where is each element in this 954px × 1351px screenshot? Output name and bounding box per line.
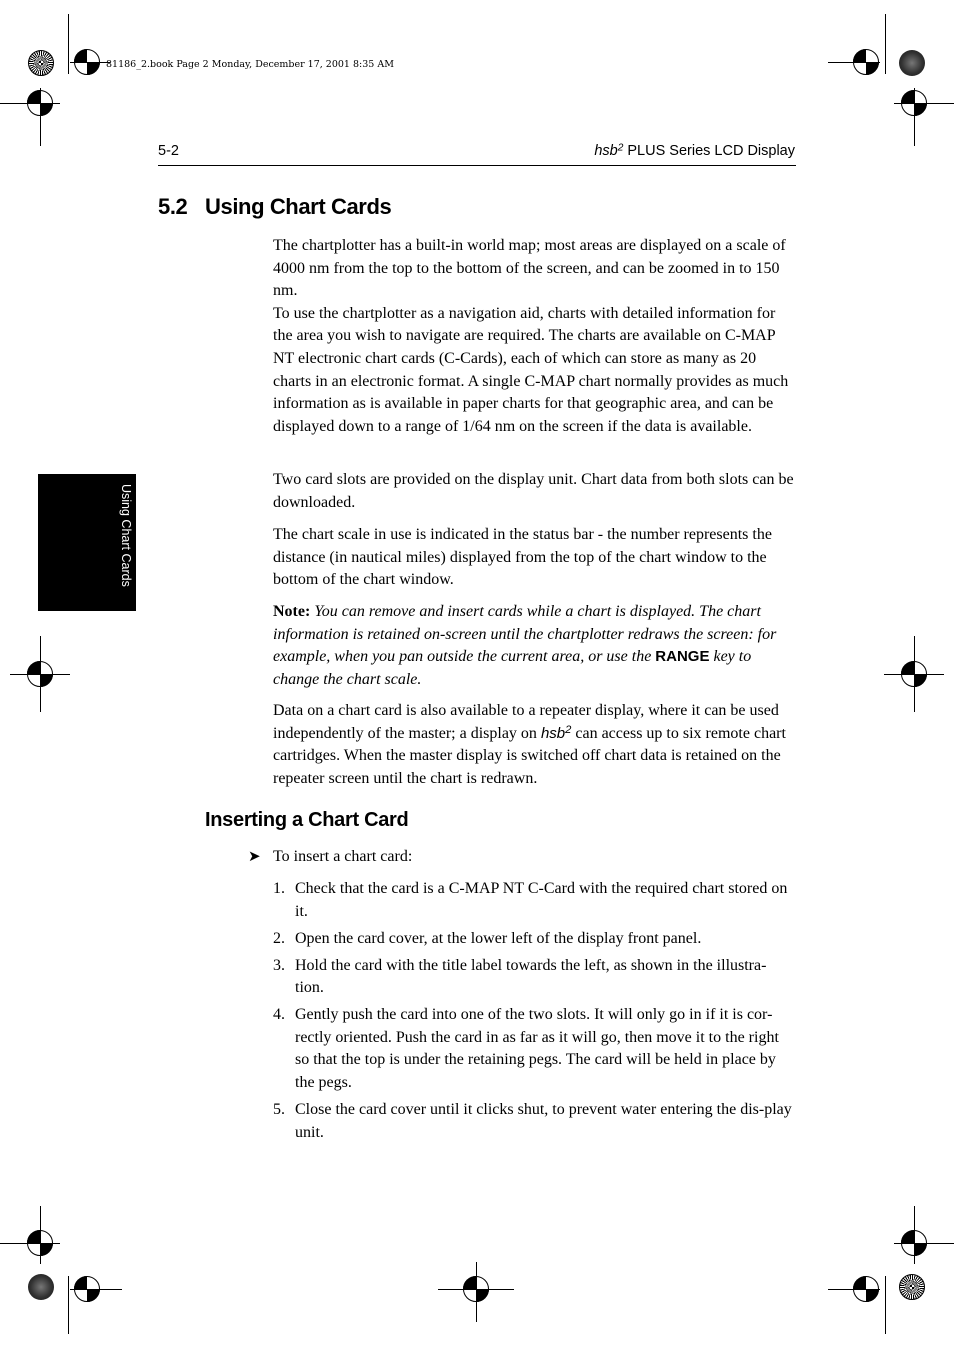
registration-target-icon [853, 49, 879, 75]
product-prefix: hsb [594, 143, 618, 159]
note-paragraph: Note: You can remove and insert cards while a chart is displayed. The chart information is retained on-screen until the chartplotter redraws the screen: for example, when you pan outside the current area, or use the RANGE key to change the chart scale. [273, 603, 777, 688]
registration-target-icon [27, 661, 53, 687]
section-heading [158, 194, 391, 220]
crop-line [885, 14, 886, 74]
registration-target-icon [901, 90, 927, 116]
product-inline: hsb [540, 724, 566, 742]
product-suffix: PLUS Series LCD Display [623, 143, 795, 159]
book-info-slug: 81186_2.book Page 2 Monday, December 17, 2001 8:35 AM [106, 59, 394, 70]
paragraph-6: Data on a chart card is also available to a repeater display, where it can be used independently of the master; a display on hsb$^2$ can access up to six remote chart cartridges. When the master display is switched off chart data is retained on the repeater screen until the chart is redrawn. [273, 702, 786, 787]
product-superscript: 2 [617, 142, 624, 154]
registration-target-icon [463, 1276, 489, 1302]
list-item: 3. Hold the card with the title label towards the left, as shown in the illustra-tion. [273, 956, 767, 997]
registration-target-icon [27, 90, 53, 116]
registration-target-icon [901, 661, 927, 687]
paragraph-4: The chart scale in use is indicated in the status bar - the number represents the distance (in nautical miles) displayed from the top of the chart window to the bottom of the chart window. [273, 526, 772, 589]
paragraph-3: Two card slots are provided on the display unit. Chart data from both slots can be downloaded. [273, 471, 794, 511]
page-number: 5-2 [158, 143, 179, 159]
registration-target-icon [901, 1230, 927, 1256]
paragraph-2: To use the chartplotter as a navigation aid, charts with detailed information for the area you wish to navigate are required. The charts are available on C-MAP NT electronic chart cards (C-Cards), each of which can store as many as 20 charts in an electronic format. A single C-MAP chart normally provides as much information as is available in paper charts for that geographic area, and can be displayed down to a range of 1/64 nm on the screen if the data is available. [273, 304, 789, 435]
crop-line [68, 14, 69, 74]
list-item: 1. Check that the card is a C-MAP NT C-Card with the required chart stored on it. [273, 880, 788, 920]
color-dial-icon [28, 1274, 54, 1300]
registration-target-icon [74, 1276, 100, 1302]
section-number: 5.2 [158, 194, 188, 219]
section-title: Using Chart Cards [205, 194, 392, 219]
registration-target-icon [74, 49, 100, 75]
procedure-steps [273, 878, 795, 1148]
registration-target-icon [27, 1230, 53, 1256]
running-header-title [594, 143, 795, 159]
header-rule [158, 165, 796, 166]
crop-line [885, 1276, 886, 1334]
registration-target-icon [853, 1276, 879, 1302]
list-item: 4. Gently push the card into one of the two slots. It will only go in if it is cor-rectly oriented. Push the card in as far as it will go, then move it to the right so that the top is under the retaining pegs. The card will be held in place by the pegs. [273, 1006, 779, 1091]
arrow-bullet-icon: ➤ [248, 849, 261, 865]
subsection-heading: Inserting a Chart Card [205, 809, 409, 831]
paragraph-1: The chartplotter has a built-in world map; most areas are displayed on a scale of 4000 nm from the top to the bottom of the screen, and can be zoomed in to 150 nm. To use the chartplotter as a navigation aid, charts with detailed information for the area you wish to navigate are required. The charts are available on C-MAP NT electronic chart cards (C-Cards), each of which can store as many as 20 charts in an electronic format. A single C-MAP chart normally provides as much information as is available in paper charts for that geographic area, and can be displayed down to a range of 1/64 nm on the screen if the data is available. [273, 235, 795, 438]
chapter-tab-label: Using Chart Cards [119, 484, 133, 587]
color-dial-icon [899, 50, 925, 76]
color-dial-icon [28, 50, 54, 76]
color-dial-icon [899, 1274, 925, 1300]
list-item: 5. Close the card cover until it clicks shut, to prevent water entering the dis-play unit. [273, 1100, 792, 1141]
crop-line [68, 1276, 69, 1334]
range-key-label: RANGE [655, 648, 710, 666]
note-label: Note: [273, 603, 311, 620]
list-item: 2. Open the card cover, at the lower left of the display front panel. [273, 929, 702, 947]
